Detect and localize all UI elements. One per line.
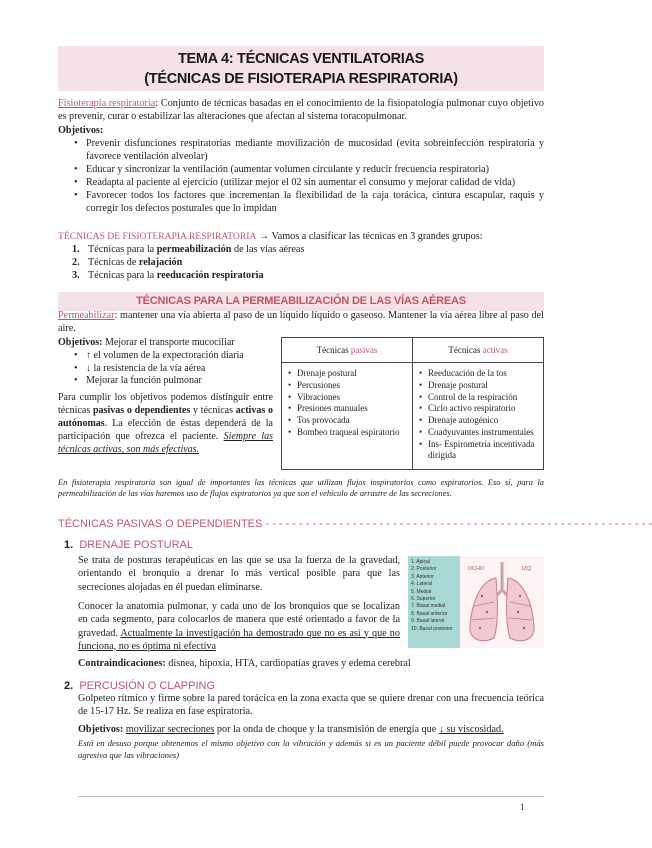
segment-legend: 1. Apical 2. Posterior 3. Anterior 4. Lateral 5. Medial 6. Superior 7. Basal medial 8. Basal anterior 9. Basal lateral 10. Basal posterior [408,556,460,648]
table-item: • Drenaje autogénico [417,415,539,426]
table-item: • Tos provocada [286,415,408,426]
passive-cell [282,363,413,470]
table-item: • Vibraciones [286,392,408,403]
definition-text: : mantener una vía abierta al paso de un líquido líquido o gaseoso. Mantener la vía aérea libre al paso del aire. [58,310,544,335]
list-item: 1. Técnicas para la permeabilización de las vías aéreas [72,244,305,255]
drenaje-p2: Conocer la anatomía pulmonar, y cada uno de los bronquios que se localizan en cada segmento, para colocarlos de manera que esté orientado a favor de la gravedad. Actualmente la investigación ha demostrado que no es así y que no funciona, no es óptima ni efectiva [78,601,400,652]
definition-paragraph [58,309,544,335]
table-item: • Ciclo activo respiratorio [417,403,539,414]
footer-divider [78,796,544,797]
objectives-heading: Objetivos: [58,125,104,136]
percusion-objectives: Objetivos: movilizar secreciones por la onda de choque y la transmisión de energía que ↓ su viscosidad. [78,724,504,735]
list-item: • Educar y sincronizar la ventilación (aumentar volumen circulante y reducir frecuencia respiratoria) [72,163,544,176]
objectives-list [72,137,544,215]
table-item: • Drenaje postural [286,368,408,379]
section-objectives: Objetivos: Mejorar el transporte mucociliar • ↑ el volumen de la expectoración diaria • ↓ la resistencia de la vía aérea • Mejorar la función pulmonar Para cumplir los objetivos podemos distinguir entre técnicas pasivas o dependientes y técnicas activas o autónomas. La elección de éstas dependerá de la participación que ofrezca el paciente. Siempre las técnicas activas, son más efectivas. [58,337,273,456]
drenaje-p1: Se trata de posturas terapéuticas en las que se usa la fuerza de la gravedad, orientando el bronquio a drenar lo más vertical posible para que las secreciones alojadas en él puedan eliminarse. [78,555,400,593]
table-header-passive: Técnicas pasivas [282,338,413,363]
figure-label-right: DCHO [468,566,485,572]
lung-segments-figure [408,556,544,648]
figure-label-left: IZQ [522,566,532,572]
choice-paragraph: Para cumplir los objetivos podemos distinguir entre técnicas pasivas o dependientes y técnicas activas o autónomas. La elección de éstas dependerá de la participación que ofrezca el paciente. Siempre las técnicas activas, son más efectivas. [58,392,273,456]
list-item: • Readapta al paciente al ejercicio (utilizar mejor el 02 sin aumentar el consumo y mejorar calidad de vida) [72,176,544,189]
active-cell [413,363,544,470]
list-item: • ↑ el volumen de la expectoración diaria [72,350,273,363]
list-item: 2. Técnicas de relajación [72,257,183,269]
percusion-note: Está en desuso porque obtenemos el mismo objetivo con la vibración y además si es un paciente débil puede provocar daño (más agresiva que las vibraciones) [78,738,544,761]
intro-term: Fisioterapia respiratoria [58,98,156,109]
lungs-icon [460,556,544,648]
list-item: • Favorecer todos los factores que incrementan la flexibilidad de la caja torácica, cintura escapular, raquis y corregir los defectos posturales que lo impidan [72,189,544,215]
title-banner [58,46,544,91]
techniques-label: TÉCNICAS DE FISIOTERAPIA RESPIRATORIA [58,231,257,242]
page-number: 1 [520,802,525,812]
intro-paragraph [58,97,544,123]
list-item: 3. Técnicas para la reeducación respiratoria [72,270,264,282]
table-header-active: Técnicas activas [413,338,544,363]
passive-heading: TÉCNICAS PASIVAS O DEPENDIENTES - - - - - - - - - - - - - - - - - - - - - - - - - - - - - - - - - - - - - - - - - - - - - - - - - - - - - - - - - - [58,518,652,530]
table-item: • Drenaje postural [417,380,539,391]
definition-term: Permeabilizar [58,310,115,321]
table-item: • Control de la respiración [417,392,539,403]
section-title: TÉCNICAS PARA LA PERMEABILIZACIÓN DE LAS VÍAS AÉREAS [58,292,544,311]
table-item: • Reeducación de la tos [417,368,539,379]
section-objectives-list [72,350,273,388]
table-item: • Bombeo traqueal espiratorio [286,427,408,438]
page-subtitle: (TÉCNICAS DE FISIOTERAPIA RESPIRATORIA) [144,71,458,87]
techniques-table [281,337,544,470]
table-item: • Ins- Espirometría incentivada dirigida [417,439,539,461]
techniques-line [58,230,544,243]
percusion-heading: 2. PERCUSIÓN O CLAPPING [64,680,216,692]
section-note: En fisioterapia respiratoria son igual de importantes las técnicas que utilizan flujos inspiratorios como espiratorios. Eso sí, para la permeabilización de las vías haremos uso de flujos espiratorios ya que son el vehículo de arrastre de las secreciones. [58,478,544,498]
list-item: • Mejorar la función pulmonar [72,375,273,388]
percusion-p1: Golpeteo rítmico y firme sobre la pared torácica en la zona exacta que se quiere drenar con una frecuencia teórica de 15-17 Hz. Se realiza en fase espiratoria. [78,693,544,718]
section-objectives-heading: Objetivos: [58,337,103,348]
page-title: TEMA 4: TÉCNICAS VENTILATORIAS [177,51,425,67]
contraindications: Contraindicaciones: disnea, hipoxia, HTA, cardiopatías graves y edema cerebral [78,658,411,669]
drenaje-heading: 1. DRENAJE POSTURAL [64,539,194,551]
table-item: • Presiones manuales [286,403,408,414]
table-item: • Coadyuvantes instrumentales [417,427,539,438]
list-item: • Prevenir disfunciones respiratorias mediante movilización de mucosidad (evita sobreinfección respiratoria y favorece ventilación alveolar) [72,137,544,163]
table-item: • Percusiones [286,380,408,391]
techniques-text: → Vamos a clasificar las técnicas en 3 grandes grupos: [256,231,483,242]
intro-text: : Conjunto de técnicas basadas en el conocimiento de la fisiopatología pulmonar cuyo objetivo es prevenir, curar o estabilizar las alteraciones que afectan al sistema toracopulmonar. [58,98,545,123]
technique-groups [72,243,532,282]
list-item: • ↓ la resistencia de la vía aérea [72,363,273,376]
